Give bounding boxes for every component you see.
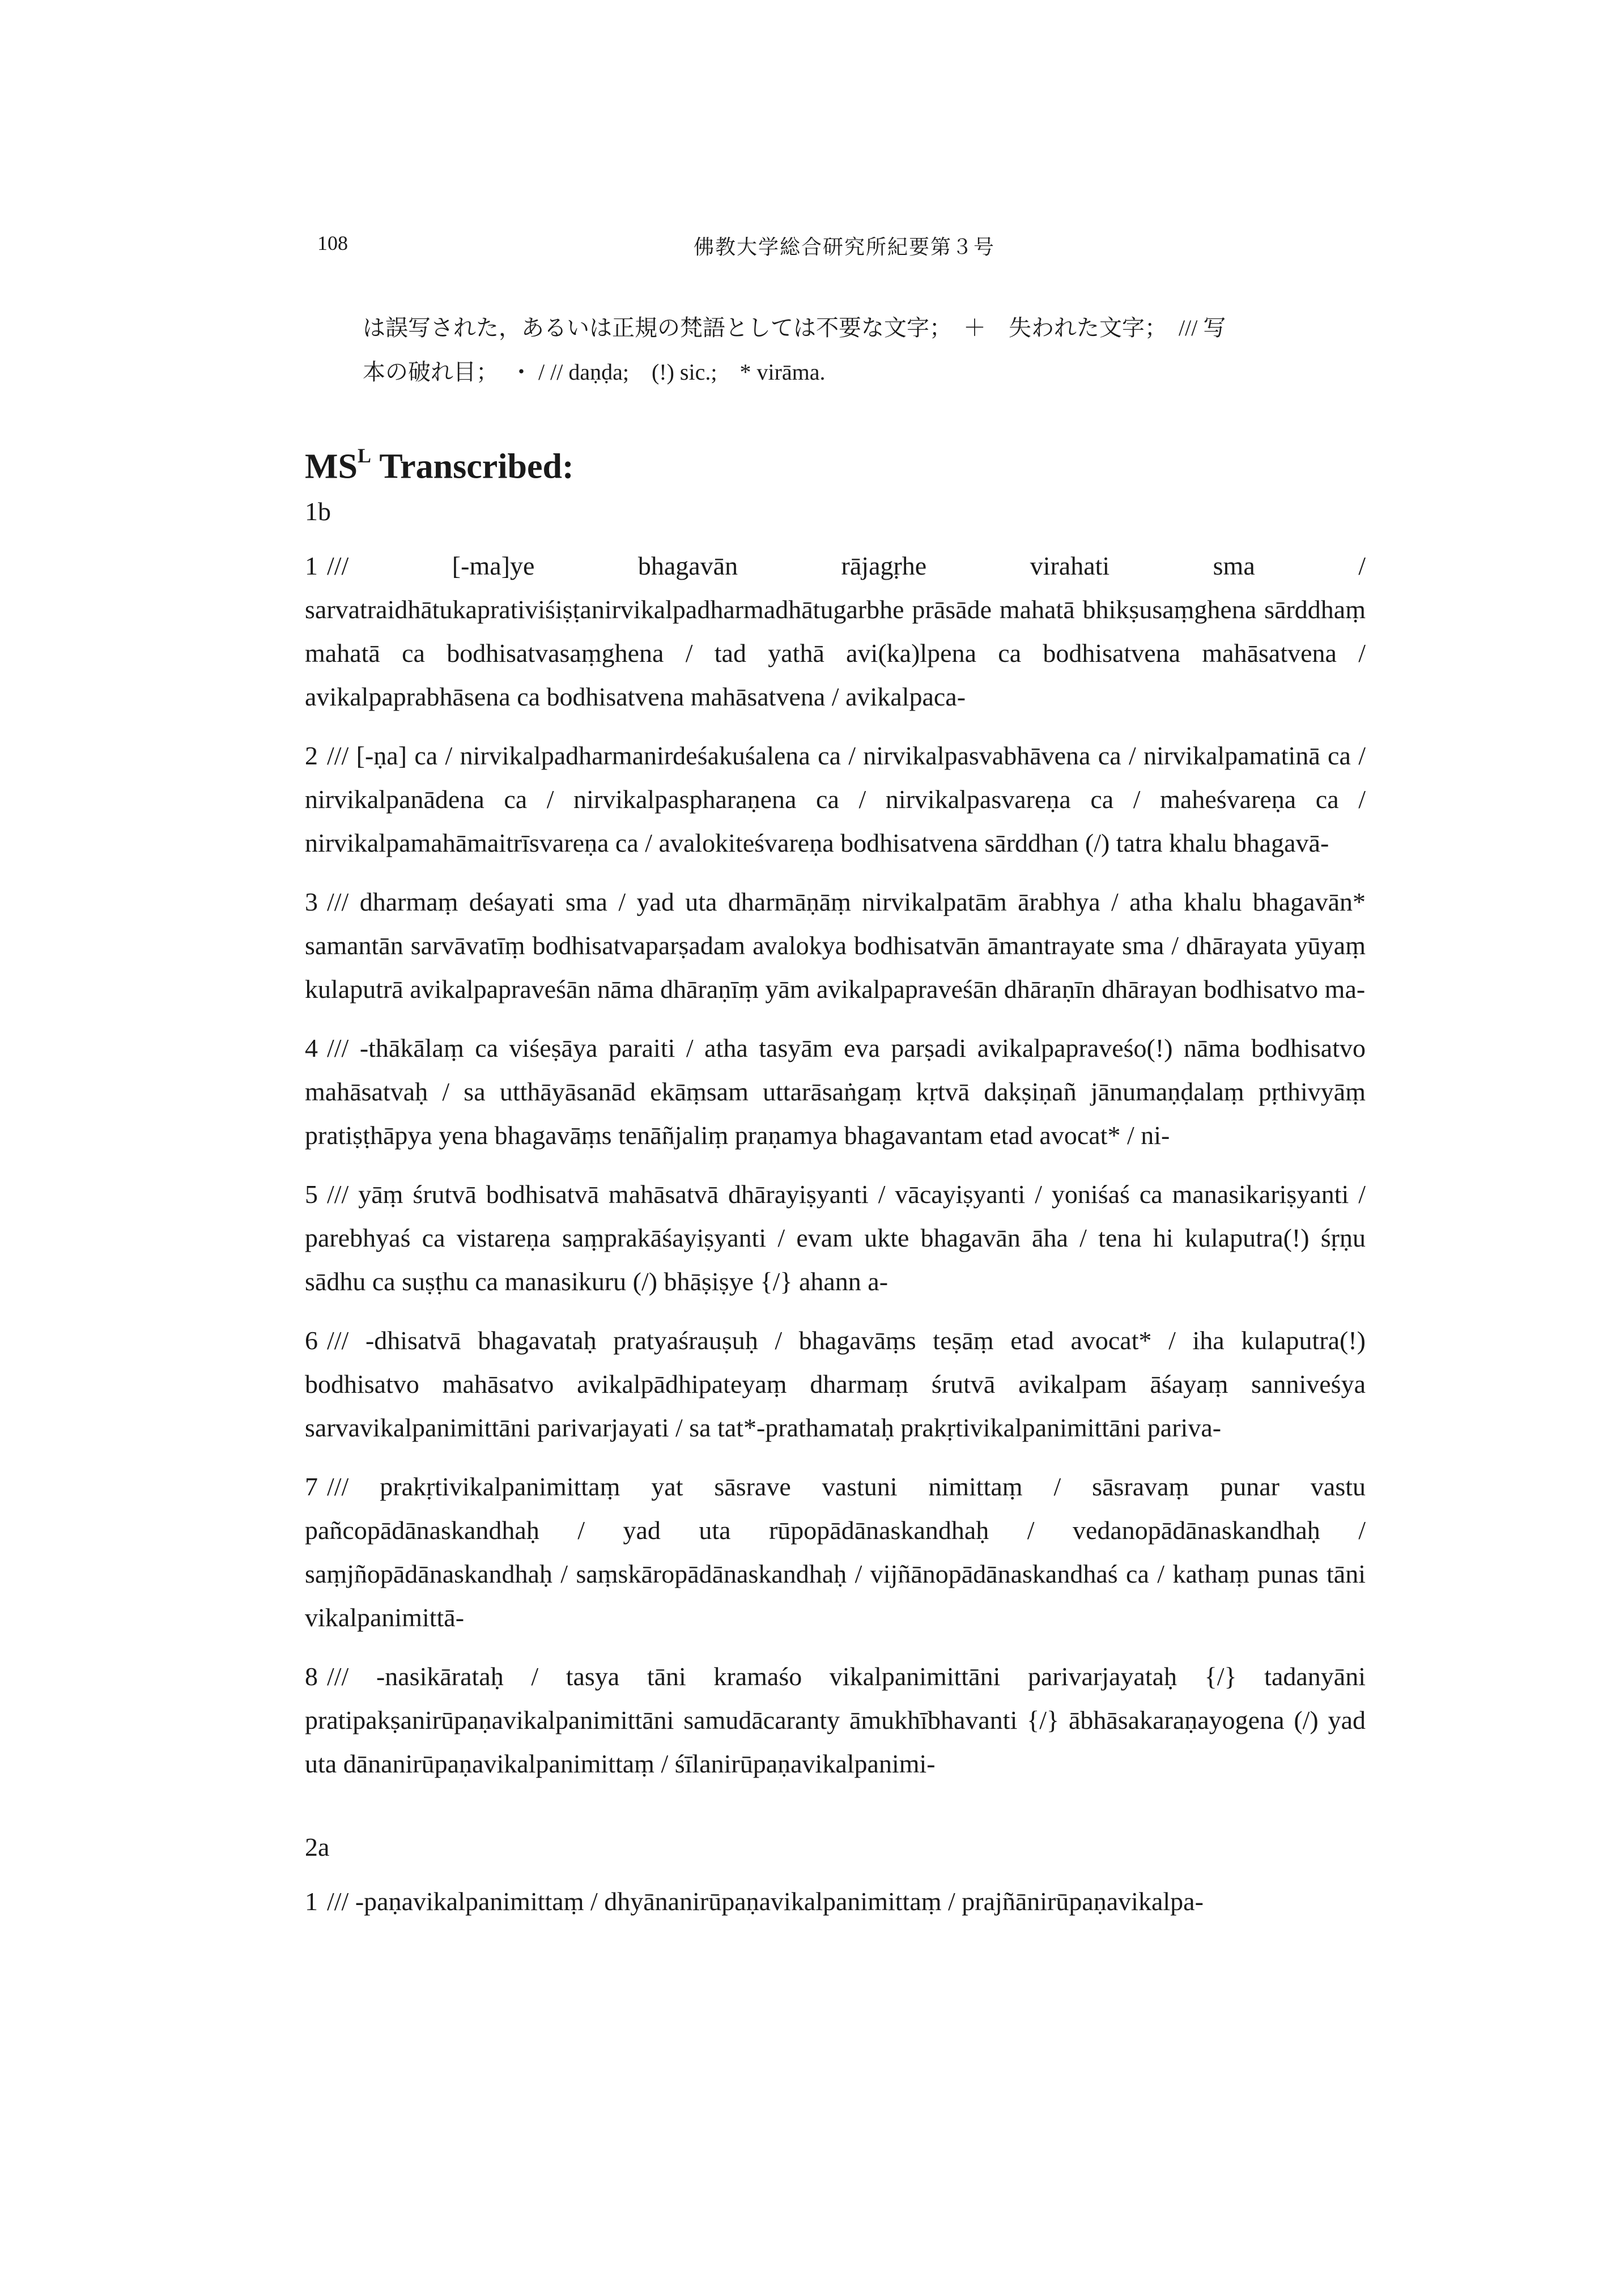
line-number: 1 bbox=[305, 1886, 318, 1916]
line-number: 2 bbox=[305, 741, 318, 770]
page-number: 108 bbox=[317, 232, 348, 254]
section-title-rest: Transcribed: bbox=[371, 447, 574, 486]
page-header bbox=[317, 231, 1371, 265]
transcription-line bbox=[305, 734, 1366, 865]
line-text: /// yāṃ śrutvā bodhisatvā mahāsatvā dhārayiṣyanti / vācayiṣyanti / yoniśaś ca manasikariṣyanti / parebhyaś ca vistareṇa saṃprakāśayiṣyanti / evam ukte bhagavān āha / tena hi kulaputra(!) śṛṇu sādhu ca suṣṭhu ca manasikuru (/) bhāṣiṣye {/} ahann a- bbox=[305, 1179, 1366, 1296]
line-text: /// [-ma]ye bhagavān rājagṛhe virahati sma / sarvatraidhātukaprativiśiṣṭanirvikalpadharmadhātugarbhe prāsāde mahatā bhikṣusaṃghena sārddhaṃ mahatā ca bodhisatvasaṃghena / tad yathā avi(ka)lpena ca bodhisatvena mahāsatvena / avikalpaprabhāsena ca bodhisatvena mahāsatvena / avikalpaca- bbox=[305, 551, 1366, 711]
transcription-line bbox=[305, 544, 1366, 718]
symbol-legend bbox=[363, 306, 1383, 394]
journal-title: 佛教大学総合研究所紀要第３号 bbox=[693, 236, 995, 258]
line-text: /// [-ṇa] ca / nirvikalpadharmanirdeśakuśalena ca / nirvikalpasvabhāvena ca / nirvikalpamatinā ca / nirvikalpanādena ca / nirvikalpaspharaṇena ca / nirvikalpasvareṇa ca / maheśvareṇa ca / nirvikalpamahāmaitrīsvareṇa ca / avalokiteśvareṇa bodhisatvena sārddhan (/) tatra khalu bhagavā- bbox=[305, 741, 1366, 857]
transcription-line bbox=[305, 1655, 1366, 1785]
folio-label: 2a bbox=[305, 1832, 330, 1861]
line-text: /// -nasikārataḥ / tasya tāni kramaśo vikalpanimittāni parivarjayataḥ {/} tadanyāni pratipakṣanirūpaṇavikalpanimittāni samudācaranty āmukhībhavanti {/} ābhāsakaraṇayogena (/) yad uta dānanirūpaṇavikalpanimittaṃ / śīlanirūpaṇavikalpanimi- bbox=[305, 1661, 1366, 1778]
transcription-body bbox=[305, 436, 1366, 1938]
line-text: /// prakṛtivikalpanimittaṃ yat sāsrave vastuni nimittaṃ / sāsravaṃ punar vastu pañcopādānaskandhaḥ / yad uta rūpopādānaskandhaḥ / vedanopādānaskandhaḥ / saṃjñopādānaskandhaḥ / saṃskāropādānaskandhaḥ / vijñānopādānaskandhaś ca / kathaṃ punas tāni vikalpanimittā- bbox=[305, 1472, 1366, 1632]
transcription-line bbox=[305, 1465, 1366, 1639]
line-number: 8 bbox=[305, 1661, 318, 1691]
section-title-superscript: L bbox=[358, 444, 372, 467]
line-number: 1 bbox=[305, 551, 318, 580]
line-number: 6 bbox=[305, 1325, 318, 1355]
legend-line-2: 本の破れ目； ・ / // daṇḍa; (!) sic.; * virāma. bbox=[363, 359, 826, 385]
section-title-prefix: MS bbox=[305, 447, 358, 486]
folio-label: 1b bbox=[305, 496, 331, 526]
transcription-line bbox=[305, 1319, 1366, 1449]
line-number: 5 bbox=[305, 1179, 318, 1209]
line-number: 3 bbox=[305, 887, 318, 916]
section-title bbox=[305, 436, 1366, 490]
transcription-line bbox=[305, 880, 1366, 1011]
line-text: /// dharmaṃ deśayati sma / yad uta dharmāṇāṃ nirvikalpatām ārabhya / atha khalu bhagavān* samantān sarvāvatīṃ bodhisatvaparṣadam avalokya bodhisatvān āmantrayate sma / dhārayata yūyaṃ kulaputrā avikalpapraveśān nāma dhāraṇīṃ yām avikalpapraveśān dhāraṇīn dhārayan bodhisatvo ma- bbox=[305, 887, 1366, 1004]
transcription-line bbox=[305, 1172, 1366, 1303]
transcription-line bbox=[305, 1026, 1366, 1157]
line-text: /// -dhisatvā bhagavataḥ pratyaśrauṣuḥ / bhagavāṃs teṣāṃ etad avocat* / iha kulaputra(!) bodhisatvo mahāsatvo avikalpādhipateyaṃ dharmaṃ śrutvā avikalpam āśayaṃ sanniveśya sarvavikalpanimittāni parivarjayati / sa tat*-prathamataḥ prakṛtivikalpanimittāni pariva- bbox=[305, 1325, 1366, 1442]
line-number: 4 bbox=[305, 1033, 318, 1062]
transcription-line bbox=[305, 1880, 1366, 1923]
line-text: /// -paṇavikalpanimittaṃ / dhyānanirūpaṇavikalpanimittaṃ / prajñānirūpaṇavikalpa- bbox=[327, 1886, 1204, 1916]
line-text: /// -thākālaṃ ca viśeṣāya paraiti / atha tasyām eva parṣadi avikalpapraveśo(!) nāma bodhisatvo mahāsatvaḥ / sa utthāyāsanād ekāṃsam uttarāsaṅgaṃ kṛtvā dakṣiṇañ jānumaṇḍalaṃ pṛthivyāṃ pratiṣṭhāpya yena bhagavāṃs tenāñjaliṃ praṇamya bhagavantam etad avocat* / ni- bbox=[305, 1033, 1366, 1150]
line-number: 7 bbox=[305, 1472, 318, 1501]
legend-line-1: は誤写された，あるいは正規の梵語としては不要な文字； ＋ 失われた文字； /// 写 bbox=[363, 315, 1226, 341]
